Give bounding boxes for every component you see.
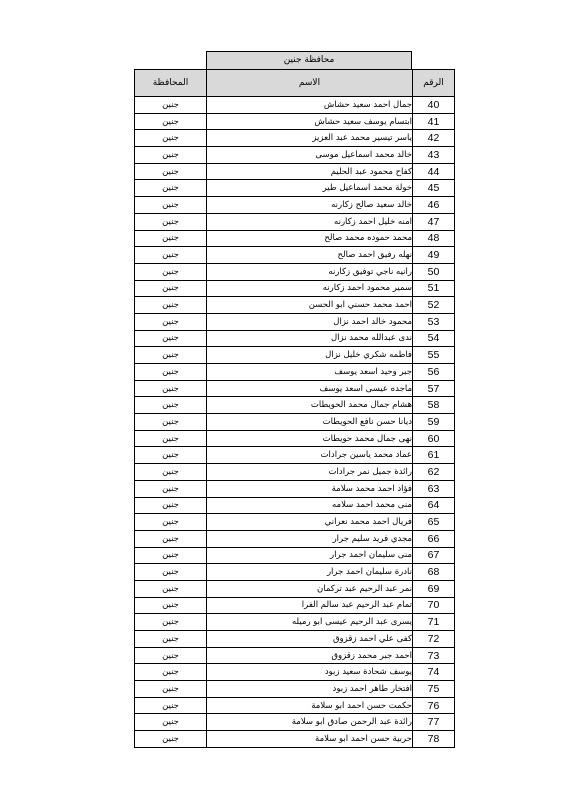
number-cell: 63 [413, 480, 455, 497]
name-cell: فاطمه شكري خليل نزال [207, 347, 413, 364]
table-row [135, 263, 455, 280]
governorate-cell: جنين [135, 447, 207, 464]
number-cell: 73 [413, 647, 455, 664]
table-header [135, 70, 455, 97]
name-cell: نهى جمال محمد حويطات [207, 430, 413, 447]
governorate-cell: جنين [135, 681, 207, 698]
number-cell: 42 [413, 130, 455, 147]
name-cell: منى محمد احمد سلامه [207, 497, 413, 514]
number-cell: 74 [413, 664, 455, 681]
number-cell: 59 [413, 414, 455, 431]
number-cell: 40 [413, 97, 455, 114]
number-cell: 64 [413, 497, 455, 514]
header-name: الاسم [207, 70, 413, 97]
number-cell: 75 [413, 681, 455, 698]
name-cell: هشام جمال محمد الحويطات [207, 397, 413, 414]
name-cell: كفاح محمود عبد الحليم [207, 163, 413, 180]
number-cell: 72 [413, 631, 455, 648]
governorate-cell: جنين [135, 480, 207, 497]
governorate-cell: جنين [135, 464, 207, 481]
number-cell: 43 [413, 147, 455, 164]
name-cell: مجدي فريد سليم جرار [207, 530, 413, 547]
name-cell: حربية حسن احمد ابو سلامة [207, 731, 413, 748]
name-cell: افتخار طاهر احمد زبود [207, 681, 413, 698]
name-cell: ندى عبدالله محمد نزال [207, 330, 413, 347]
number-cell: 76 [413, 697, 455, 714]
governorate-cell: جنين [135, 347, 207, 364]
table-row [135, 664, 455, 681]
number-cell: 56 [413, 364, 455, 381]
number-cell: 60 [413, 430, 455, 447]
governorate-cell: جنين [135, 130, 207, 147]
table-row [135, 430, 455, 447]
header-governorate: المحافظة [135, 70, 207, 97]
governorate-cell: جنين [135, 97, 207, 114]
number-cell: 66 [413, 530, 455, 547]
table-row [135, 364, 455, 381]
name-cell: احمد جبر محمد زقزوق [207, 647, 413, 664]
number-cell: 53 [413, 313, 455, 330]
table-row [135, 147, 455, 164]
governorate-cell: جنين [135, 280, 207, 297]
name-cell: نمر عبد الرحيم عبد تركمان [207, 580, 413, 597]
name-cell: خالد سعيد صالح زكارنه [207, 197, 413, 214]
number-cell: 41 [413, 113, 455, 130]
governorate-cell: جنين [135, 530, 207, 547]
governorate-cell: جنين [135, 380, 207, 397]
table-row [135, 497, 455, 514]
name-cell: تمام عبد الرحيم عبد سالم الفرا [207, 597, 413, 614]
number-cell: 51 [413, 280, 455, 297]
governorate-cell: جنين [135, 197, 207, 214]
number-cell: 70 [413, 597, 455, 614]
table-row [135, 97, 455, 114]
table-row [135, 313, 455, 330]
name-cell: سمير محمود احمد زكارنه [207, 280, 413, 297]
table-row [135, 547, 455, 564]
governorate-cell: جنين [135, 714, 207, 731]
governorate-cell: جنين [135, 297, 207, 314]
governorate-cell: جنين [135, 230, 207, 247]
number-cell: 78 [413, 731, 455, 748]
name-cell: حكمت حسن احمد ابو سلامة [207, 697, 413, 714]
governorate-cell: جنين [135, 147, 207, 164]
governorate-cell: جنين [135, 247, 207, 264]
number-cell: 69 [413, 580, 455, 597]
table-row [135, 697, 455, 714]
table-row [135, 397, 455, 414]
table-row [135, 647, 455, 664]
table-row [135, 714, 455, 731]
table-row [135, 731, 455, 748]
governorate-cell: جنين [135, 364, 207, 381]
name-cell: محمد حموده محمد صالح [207, 230, 413, 247]
table-row [135, 330, 455, 347]
table-row [135, 180, 455, 197]
name-cell: رانيه ناجي توفيق زكارنه [207, 263, 413, 280]
table-row [135, 113, 455, 130]
name-cell: ماجده عيسى اسعد يوسف [207, 380, 413, 397]
governorate-cell: جنين [135, 113, 207, 130]
governorate-cell: جنين [135, 597, 207, 614]
number-cell: 44 [413, 163, 455, 180]
governorate-cell: جنين [135, 313, 207, 330]
name-cell: امنه خليل احمد زكارنه [207, 213, 413, 230]
governorate-cell: جنين [135, 647, 207, 664]
table-row [135, 297, 455, 314]
table-row [135, 631, 455, 648]
number-cell: 48 [413, 230, 455, 247]
name-cell: خولة محمد اسماعيل طير [207, 180, 413, 197]
table-row [135, 414, 455, 431]
name-cell: منى سليمان احمد جرار [207, 547, 413, 564]
header-number: الرقم [413, 70, 455, 97]
table-row [135, 213, 455, 230]
table-row [135, 163, 455, 180]
governorate-cell: جنين [135, 414, 207, 431]
number-cell: 62 [413, 464, 455, 481]
name-cell: فؤاد احمد محمد سلامة [207, 480, 413, 497]
name-cell: جمال احمد سعيد حشاش [207, 97, 413, 114]
table-body [135, 97, 455, 748]
name-cell: ابتسام يوسف سعيد حشاش [207, 113, 413, 130]
name-cell: نادرة سليمان احمد جرار [207, 564, 413, 581]
table-row [135, 380, 455, 397]
governorate-cell: جنين [135, 564, 207, 581]
name-cell: نهله رفيق احمد صالح [207, 247, 413, 264]
number-cell: 50 [413, 263, 455, 280]
governorate-cell: جنين [135, 547, 207, 564]
governorate-cell: جنين [135, 664, 207, 681]
table-row [135, 197, 455, 214]
table-row [135, 230, 455, 247]
number-cell: 77 [413, 714, 455, 731]
governorate-cell: جنين [135, 631, 207, 648]
table-row [135, 480, 455, 497]
name-cell: احمد محمد حسني ابو الحسن [207, 297, 413, 314]
name-cell: ديانا حسن نافع الحويطات [207, 414, 413, 431]
table-title: محافظة جنين [206, 51, 412, 69]
name-cell: رائدة جميل نمر جرادات [207, 464, 413, 481]
governorate-cell: جنين [135, 580, 207, 597]
roster-table [134, 69, 455, 748]
governorate-cell: جنين [135, 263, 207, 280]
name-cell: رائدة عبد الرحمن صادق ابو سلامة [207, 714, 413, 731]
governorate-cell: جنين [135, 614, 207, 631]
table-row [135, 447, 455, 464]
table-row [135, 597, 455, 614]
governorate-cell: جنين [135, 397, 207, 414]
name-cell: جبر وحيد اسعد يوسف [207, 364, 413, 381]
number-cell: 58 [413, 397, 455, 414]
table-row [135, 564, 455, 581]
name-cell: عماد محمد ياسين جرادات [207, 447, 413, 464]
governorate-cell: جنين [135, 430, 207, 447]
name-cell: فريال احمد محمد نعراني [207, 514, 413, 531]
governorate-cell: جنين [135, 731, 207, 748]
table-row [135, 130, 455, 147]
table-row [135, 580, 455, 597]
number-cell: 54 [413, 330, 455, 347]
table-row [135, 464, 455, 481]
table-row [135, 514, 455, 531]
governorate-cell: جنين [135, 163, 207, 180]
governorate-cell: جنين [135, 330, 207, 347]
governorate-cell: جنين [135, 497, 207, 514]
table-row [135, 614, 455, 631]
number-cell: 71 [413, 614, 455, 631]
table-row [135, 347, 455, 364]
table-row [135, 530, 455, 547]
governorate-cell: جنين [135, 180, 207, 197]
number-cell: 46 [413, 197, 455, 214]
header-row [135, 70, 455, 97]
table-row [135, 681, 455, 698]
number-cell: 65 [413, 514, 455, 531]
name-cell: ياسر تيسير محمد عبد العزيز [207, 130, 413, 147]
table-row [135, 247, 455, 264]
number-cell: 67 [413, 547, 455, 564]
number-cell: 45 [413, 180, 455, 197]
number-cell: 68 [413, 564, 455, 581]
name-cell: خالد محمد اسماعيل موسى [207, 147, 413, 164]
governorate-cell: جنين [135, 213, 207, 230]
governorate-cell: جنين [135, 514, 207, 531]
number-cell: 55 [413, 347, 455, 364]
name-cell: محمود خالد احمد نزال [207, 313, 413, 330]
name-cell: يوسف شحادة سعيد زبود [207, 664, 413, 681]
governorate-cell: جنين [135, 697, 207, 714]
name-cell: يسرى عبد الرحيم عيسى ابو رميله [207, 614, 413, 631]
number-cell: 49 [413, 247, 455, 264]
name-cell: كفى علي احمد زقزوق [207, 631, 413, 648]
number-cell: 61 [413, 447, 455, 464]
number-cell: 52 [413, 297, 455, 314]
number-cell: 57 [413, 380, 455, 397]
number-cell: 47 [413, 213, 455, 230]
table-row [135, 280, 455, 297]
